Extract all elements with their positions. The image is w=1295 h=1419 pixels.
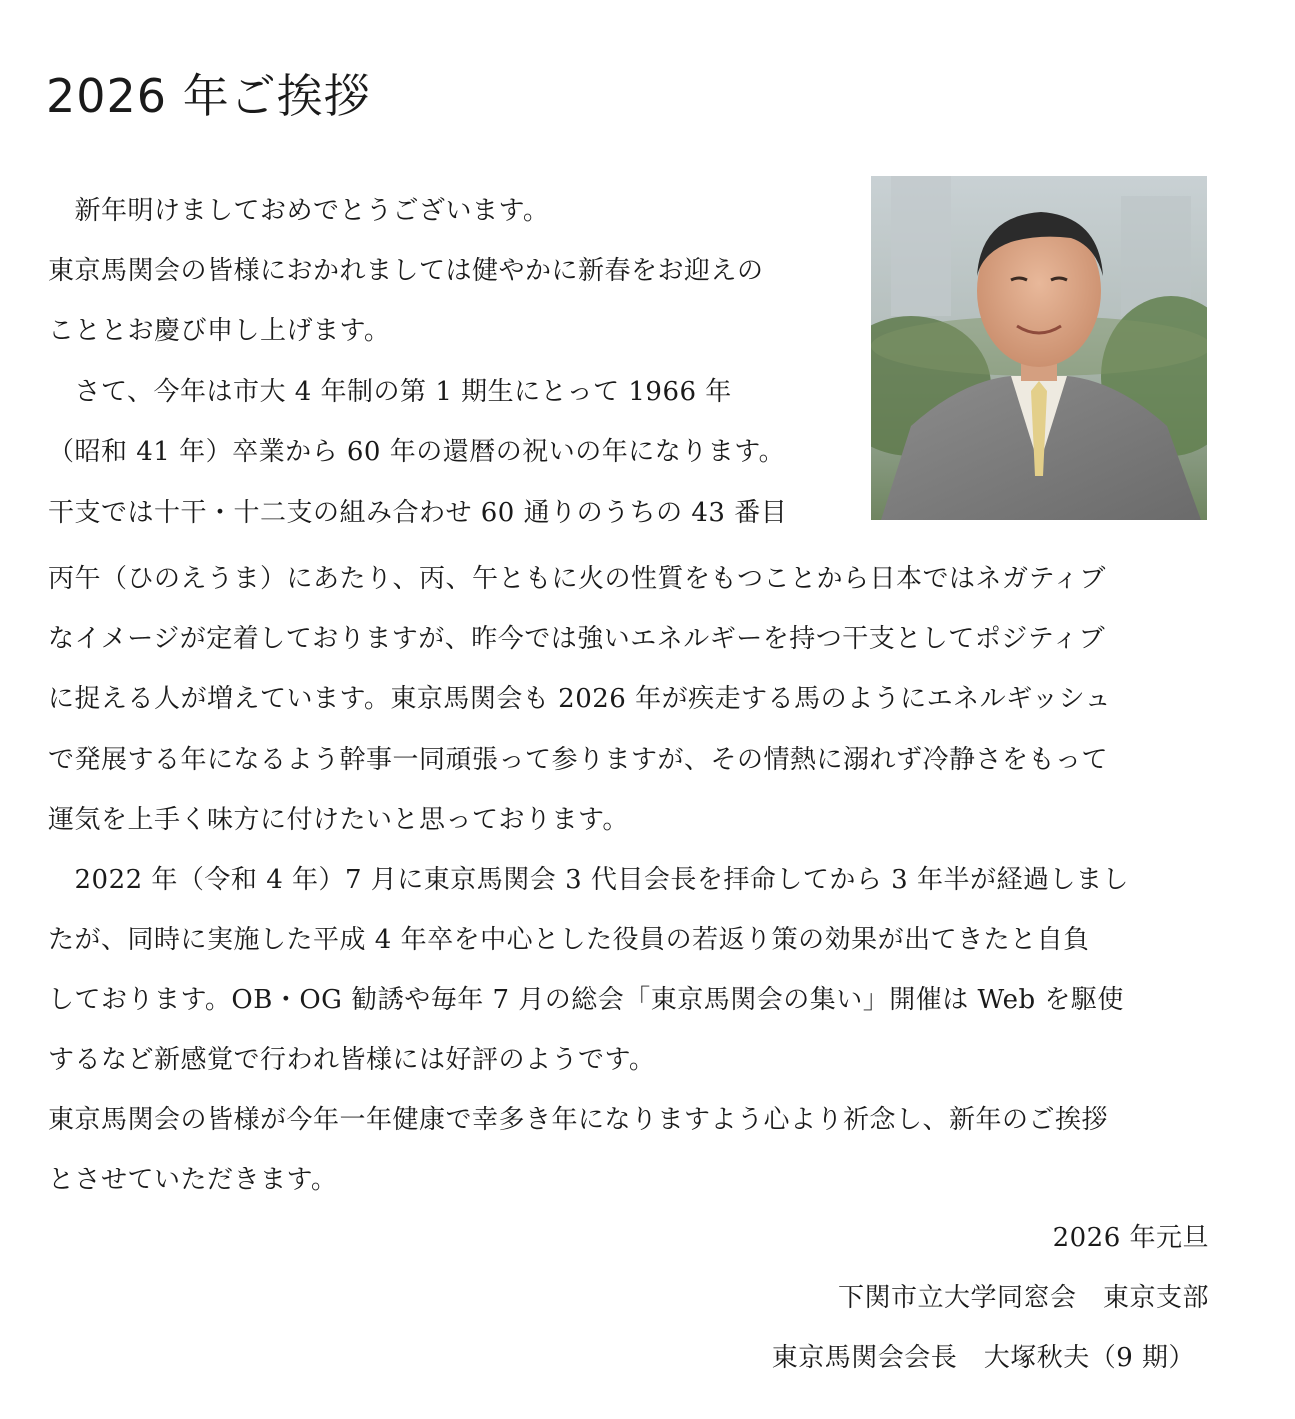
body-line-15: するなど新感覚で行われ皆様には好評のようです。 bbox=[48, 1045, 656, 1075]
body-line-13: たが、同時に実施した平成 4 年卒を中心とした役員の若返り策の効果が出てきたと自負 bbox=[48, 925, 1090, 955]
body-line-8: なイメージが定着しておりますが、昨今では強いエネルギーを持つ干支としてポジティブ bbox=[48, 624, 1106, 654]
body-line-11: 運気を上手く味方に付けたいと思っております。 bbox=[48, 805, 629, 835]
body-line-9: に捉える人が増えています。東京馬関会も 2026 年が疾走する馬のようにエネルギッシュ bbox=[48, 684, 1112, 714]
body-line-3: こととお慶び申し上げます。 bbox=[48, 316, 391, 346]
body-line-16: 東京馬関会の皆様が今年一年健康で幸多き年になりますよう心より祈念し、新年のご挨拶 bbox=[48, 1105, 1109, 1135]
signature-date: 2026 年元旦 bbox=[1052, 1223, 1209, 1253]
body-line-17: とさせていただきます。 bbox=[48, 1165, 338, 1195]
portrait-photo bbox=[871, 176, 1207, 520]
body-line-10: で発展する年になるよう幹事一同頑張って参りますが、その情熱に溺れず冷静さをもって bbox=[48, 745, 1109, 775]
body-line-4: さて、今年は市大 4 年制の第 1 期生にとって 1966 年 bbox=[48, 377, 732, 407]
body-line-7: 丙午（ひのえうま）にあたり、丙、午ともに火の性質をもつことから日本ではネガティブ bbox=[48, 564, 1106, 594]
body-line-1: 新年明けましておめでとうございます。 bbox=[48, 196, 550, 226]
signature-author: 東京馬関会会長 大塚秋夫（9 期） bbox=[771, 1343, 1195, 1373]
signature-organization: 下関市立大学同窓会 東京支部 bbox=[837, 1283, 1209, 1313]
body-line-6: 干支では十干・十二支の組み合わせ 60 通りのうちの 43 番目 bbox=[48, 498, 788, 528]
body-line-2: 東京馬関会の皆様におかれましては健やかに新春をお迎えの bbox=[48, 256, 764, 286]
body-line-5: （昭和 41 年）卒業から 60 年の還暦の祝いの年になります。 bbox=[48, 437, 786, 467]
body-line-12: 2022 年（令和 4 年）7 月に東京馬関会 3 代目会長を拝命してから 3 年半が経過しまし bbox=[48, 865, 1129, 895]
body-line-14: しております。OB・OG 勧誘や毎年 7 月の総会「東京馬関会の集い」開催は Web を駆使 bbox=[48, 985, 1124, 1015]
page-title: 2026 年ご挨拶 bbox=[46, 69, 371, 123]
portrait-illustration bbox=[871, 176, 1207, 520]
